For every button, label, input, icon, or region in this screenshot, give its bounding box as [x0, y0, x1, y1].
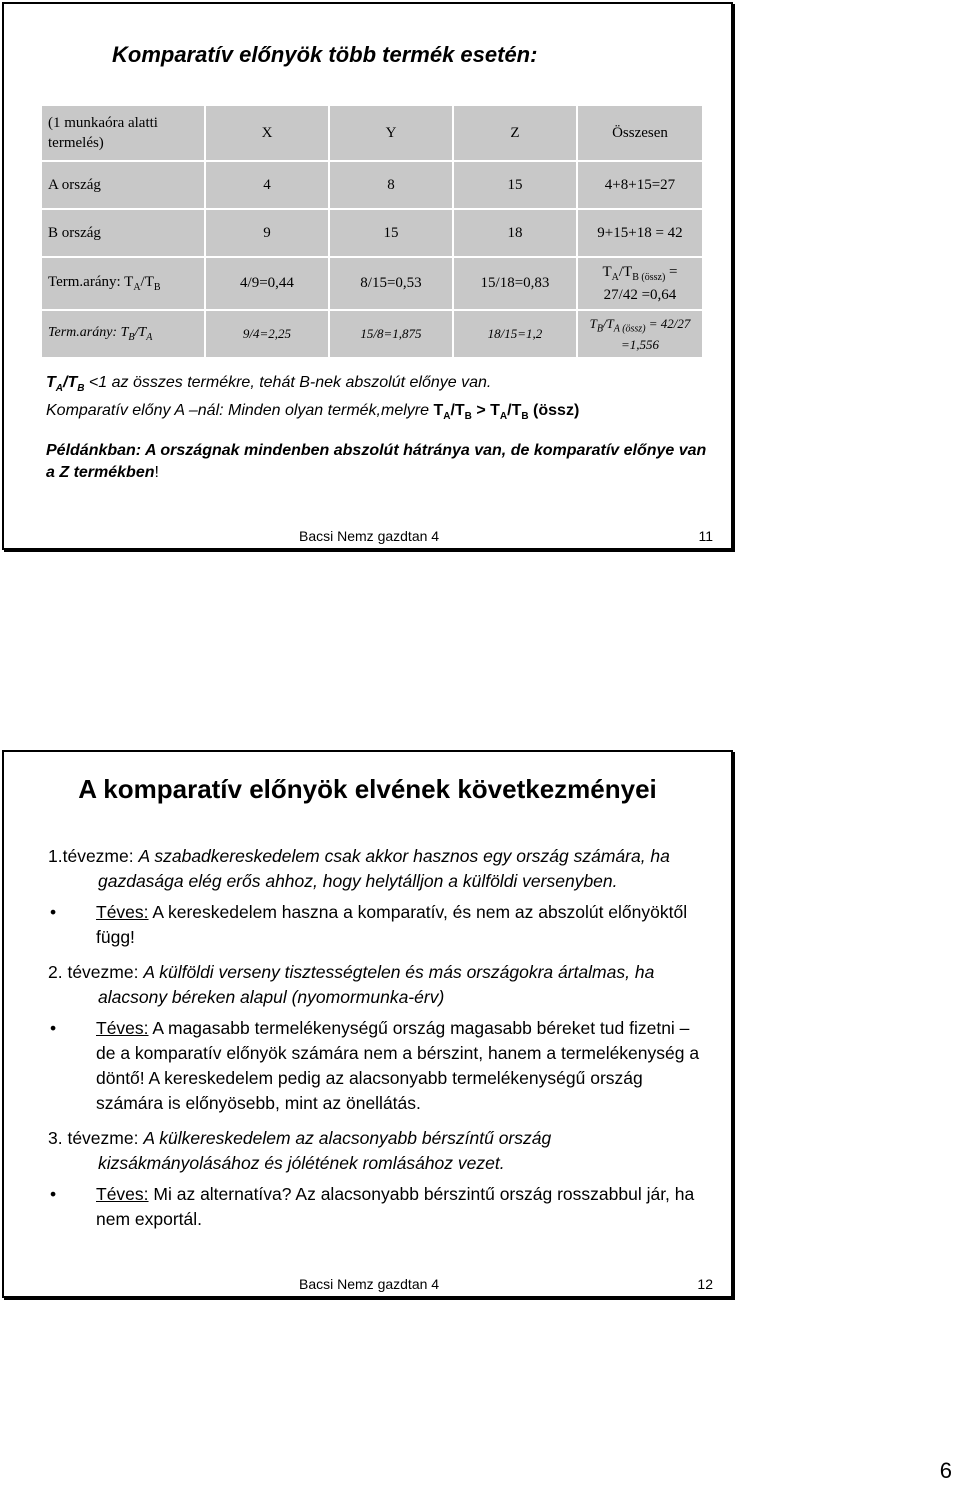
table-header-row	[41, 105, 703, 161]
table-cell: Term.arány: $T_A/T_B$	[41, 257, 205, 310]
table-cell: $T_B/T_{A (össz)} = 42/27 =1,556$	[577, 310, 703, 359]
table-cell: 15	[329, 209, 453, 257]
table-cell: B ország	[41, 209, 205, 257]
table-row	[41, 209, 703, 257]
bullet-2: • Téves: A magasabb termelékenységű ország magasabb béreket tud fizetni – de a komparatív előnyök számára nem a bérszint, hanem a termelékenység a döntő! A kereskedelem pedig az alacsonyabb termelékenységű ország számára is előnyösebb, mint az önellátás.	[50, 1018, 700, 1113]
table-cell: 9+15+18 = 42	[577, 209, 703, 257]
productivity-table	[40, 104, 704, 359]
table-cell: 15/8=1,875	[329, 310, 453, 359]
table-cell: Y	[329, 105, 453, 161]
table-cell: Összesen	[577, 105, 703, 161]
table-cell: 8	[329, 161, 453, 209]
conclusion-line: $T_A/T_B <1$ az összes termékre, tehát B-nek abszolút előnye van.	[46, 374, 492, 395]
table-cell: 9/4=2,25	[205, 310, 329, 359]
table-cell: Term.arány: $T_B/T_A$	[41, 310, 205, 359]
table-cell: 18	[453, 209, 577, 257]
table-row	[41, 257, 703, 310]
table-cell: (1 munkaóra alatti termelés)	[41, 105, 205, 161]
table-cell: 4	[205, 161, 329, 209]
table-cell: 4/9=0,44	[205, 257, 329, 310]
example-line: Példánkban: A országnak mindenben abszolút hátránya van, de komparatív előnye van a Z termékben!	[46, 442, 707, 482]
table-cell: Z	[453, 105, 577, 161]
table-cell: 15	[453, 161, 577, 209]
table-row	[41, 310, 703, 359]
slide-body	[48, 844, 708, 1232]
misconception-3: 3. tévezme: A külkereskedelem az alacsonyabb bérszíntű ország kizsákmányolásához és jólétének romlásához vezet.	[48, 1128, 552, 1173]
table-cell: 15/18=0,83	[453, 257, 577, 310]
misconception-2: 2. tévezme: A külföldi verseny tisztességtelen és más országokra ártalmas, ha alacsony béreken alapul (nyomormunka-érv)	[48, 962, 655, 1007]
table-cell: 8/15=0,53	[329, 257, 453, 310]
table-cell: A ország	[41, 161, 205, 209]
table-cell: 18/15=1,2	[453, 310, 577, 359]
bullet-icon: •	[50, 1018, 57, 1038]
table-row	[41, 161, 703, 209]
misconception-1: 1.tévezme: A szabadkereskedelem csak akkor hasznos egy ország számára, ha gazdasága elég erős ahhoz, hogy helytálljon a külföldi versenyben.	[48, 846, 670, 891]
bullet-icon: •	[50, 1184, 57, 1204]
table-cell: 9	[205, 209, 329, 257]
footer-text: Bacsi Nemz gazdtan 4	[299, 528, 440, 544]
bullet-3: • Téves: Mi az alternatíva? Az alacsonyabb bérszintű ország rosszabbul jár, ha nem exportál.	[50, 1184, 695, 1229]
footer-text: Bacsi Nemz gazdtan 4	[299, 1276, 440, 1292]
slide-title: Komparatív előnyök több termék esetén:	[112, 42, 538, 67]
slide-number: 11	[698, 528, 713, 544]
slide-11	[2, 2, 733, 550]
slide-12	[2, 750, 733, 1298]
slide-title: A komparatív előnyök elvének következményei	[78, 774, 657, 804]
slide-body	[46, 372, 716, 500]
page-number: 6	[939, 1458, 952, 1483]
slide-number: 12	[697, 1276, 713, 1292]
table-cell: 4+8+15=27	[577, 161, 703, 209]
bullet-1: • Téves: A kereskedelem haszna a komparatív, és nem az abszolút előnyöktől függ!	[50, 902, 688, 947]
comparative-advantage-line: Komparatív előny A –nál: Minden olyan termék,melyre $T_A/T_B > T_A/T_B$ (össz)	[46, 402, 580, 423]
table-cell: X	[205, 105, 329, 161]
table-cell: $T_A/T_{B (össz)} = 27/42 =0,64$	[577, 257, 703, 310]
bullet-icon: •	[50, 902, 57, 922]
